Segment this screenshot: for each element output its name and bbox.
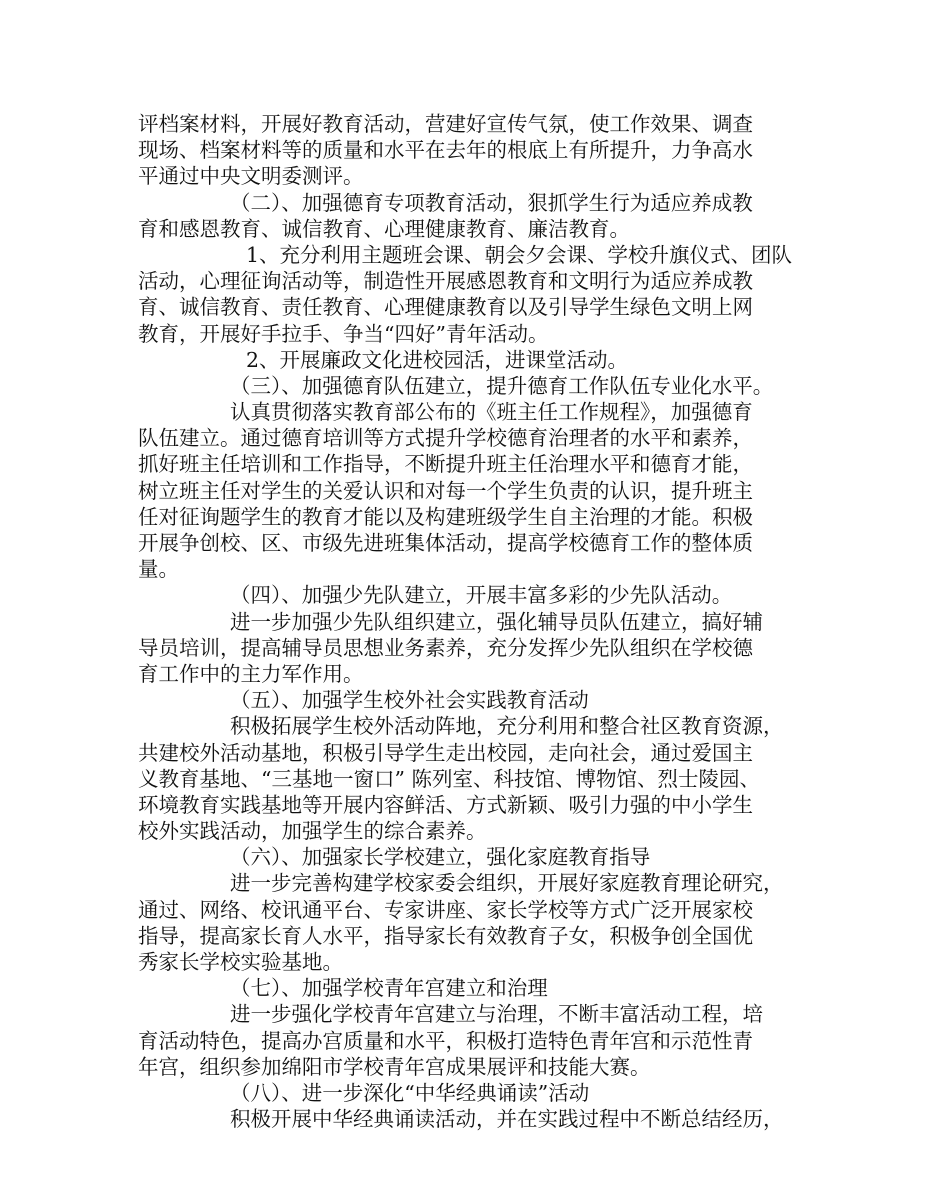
section-heading-6: （六）、加强家长学校建立，强化家庭教育指导	[230, 845, 651, 870]
paragraph-line: 义教育基地、“三基地一窗口” 陈列室、科技馆、博物馆、烈士陵园、	[138, 766, 760, 791]
paragraph-line: 任对征询题学生的教育才能以及构建班级学生自主治理的才能。积极	[138, 504, 753, 529]
paragraph-line: 现场、档案材料等的质量和水平在去年的根底上有所提升，力争高水	[138, 138, 753, 163]
paragraph-line: 共建校外活动基地，积极引导学生走出校园，走向社会，通过爱国主	[138, 740, 753, 765]
paragraph-line: 活动，心理征询活动等，制造性开展感恩教育和文明行为适应养成教	[138, 269, 753, 294]
list-item-2: 2、开展廉政文化进校园活，进课堂活动。	[246, 347, 629, 372]
paragraph-line: 教育，开展好手拉手、争当“四好”青年活动。	[138, 321, 549, 346]
paragraph-line: 校外实践活动，加强学生的综合素养。	[138, 819, 487, 844]
paragraph-line: 进一步加强少先队组织建立，强化辅导员队伍建立，搞好辅	[230, 609, 763, 634]
paragraph-line: 育、诚信教育、责任教育、心理健康教育以及引导学生绿色文明上网	[138, 295, 753, 320]
section-heading-2: （二）、加强德育专项教育活动，狠抓学生行为适应养成教	[230, 190, 753, 215]
list-item-1: 1、充分利用主题班会课、朝会夕会课、学校升旗仪式、团队	[246, 242, 793, 267]
section-heading-7: （七）、加强学校青年宫建立和治理	[230, 976, 548, 1001]
paragraph-line: 树立班主任对学生的关爱认识和对每一个学生负责的认识，提升班主	[138, 478, 753, 503]
paragraph-line: 队伍建立。通过德育培训等方式提升学校德育治理者的水平和素养，	[138, 426, 753, 451]
paragraph-line: 积极拓展学生校外活动阵地，充分利用和整合社区教育资源，	[230, 714, 784, 739]
paragraph-line: 开展争创校、区、市级先进班集体活动，提高学校德育工作的整体质	[138, 531, 753, 555]
paragraph-line: 导员培训，提高辅导员思想业务素养，充分发挥少先队组织在学校德	[138, 635, 753, 660]
paragraph-line: 通过、网络、校讯通平台、专家讲座、家长学校等方式广泛开展家校	[138, 897, 753, 922]
paragraph-line: 年宫，组织参加绵阳市学校青年宫成果展评和技能大赛。	[138, 1054, 651, 1079]
paragraph-line: 认真贯彻落实教育部公布的《班主任工作规程》，加强德育	[230, 400, 753, 425]
section-heading-8: （八）、进一步深化“中华经典诵读”活动	[230, 1080, 590, 1105]
paragraph-line: 育和感恩教育、诚信教育、心理健康教育、廉洁教育。	[138, 216, 630, 241]
document-body	[138, 111, 838, 1132]
paragraph-line: 平通过中央文明委测评。	[138, 164, 364, 189]
paragraph-line: 进一步完善构建学校家委会组织，开展好家庭教育理论研究，	[230, 871, 784, 896]
paragraph-line: 指导，提高家长育人水平，指导家长有效教育子女，积极争创全国优	[138, 923, 753, 948]
paragraph-line: 积极开展中华经典诵读活动，并在实践过程中不断总结经历，	[230, 1107, 784, 1132]
paragraph-line: 秀家长学校实验基地。	[138, 950, 343, 974]
paragraph-line: 量。	[138, 557, 179, 582]
paragraph-line: 育工作中的主力军作用。	[138, 661, 364, 686]
paragraph-line: 评档案材料，开展好教育活动，营建好宣传气氛，使工作效果、调查	[138, 112, 753, 136]
paragraph-line: 环境教育实践基地等开展内容鲜活、方式新颖、吸引力强的中小学生	[138, 792, 753, 817]
section-heading-3: （三）、加强德育队伍建立，提升德育工作队伍专业化水平。	[230, 373, 774, 398]
section-heading-5: （五）、加强学生校外社会实践教育活动	[230, 688, 589, 713]
section-heading-4: （四）、加强少先队建立，开展丰富多彩的少先队活动。	[230, 583, 733, 608]
paragraph-line: 进一步强化学校青年宫建立与治理，不断丰富活动工程，培	[230, 1002, 763, 1027]
paragraph-line: 育活动特色，提高办宫质量和水平，积极打造特色青年宫和示范性青	[138, 1028, 753, 1053]
paragraph-line: 抓好班主任培训和工作指导，不断提升班主任治理水平和德育才能，	[138, 452, 753, 477]
